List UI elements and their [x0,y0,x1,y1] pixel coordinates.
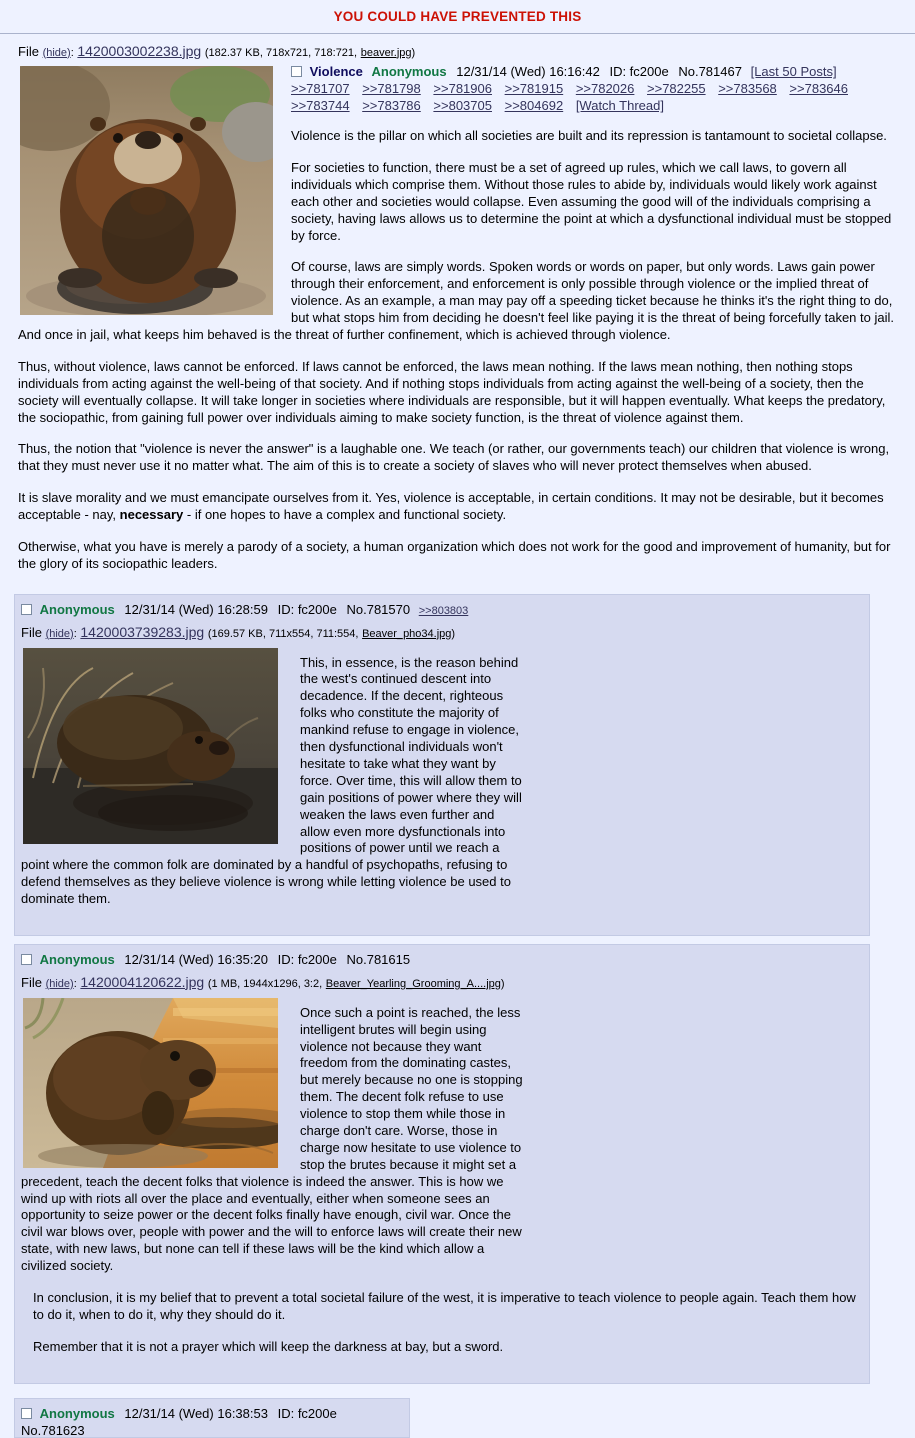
reply-filename-link[interactable]: 1420004120622.jpg [80,973,205,990]
op-paragraph: It is slave morality and we must emancipate ourselves from it. Yes, violence is acceptable, in certain conditions. It may not be desirable, but it becomes acceptable - nay, necessary - if one hopes to have a complex and functional society. [18,490,884,523]
bold-word: necessary [119,507,184,523]
backlink[interactable]: >>781906 [433,81,492,97]
reply-poster-id: ID: fc200e [277,601,337,617]
reply-post-header [21,1406,397,1438]
op-subject: Violence [309,64,363,80]
backlink[interactable]: >>782255 [647,81,706,97]
reply-post-header [21,602,857,619]
backlink[interactable]: >>781707 [291,81,350,97]
reply-datetime: 12/31/14 (Wed) 16:35:20 [124,951,268,967]
reply-poster-id: ID: fc200e [277,1405,337,1421]
op-checkbox[interactable] [291,66,302,77]
reply-origname-link[interactable]: Beaver_pho34.jpg [362,627,452,640]
op-paragraph: Thus, the notion that "violence is never the answer" is a laughable one. We teach (or rather, our governments teach) our children that violence is wrong, that they must never use it no matter what. The aim of this is to create a society of slaves who will never protect themselves when abused. [18,441,890,474]
title-divider [0,33,915,34]
reply-file-line: File (hide): 1420004120622.jpg (1 MB, 1944x1296, 3:2, Beaver_Yearling_Grooming_A....jpg) [21,973,505,990]
reply-checkbox[interactable] [21,954,32,965]
op-file-meta: (182.37 KB, 718x721, 718:721, [204,46,358,59]
op-file-line: File (hide): 1420003002238.jpg (182.37 KB, 718x721, 718:721, beaver.jpg) [18,42,416,59]
backlink[interactable]: >>803803 [418,604,469,617]
reply-paragraph: This, in essence, is the reason behind the west's continued descent into decadence. If the decent, righteous folks who constitute the majority of mankind refuse to engage in violence, then dysfunctional individuals won't hesitate to take what they want by force. Over time, this will allow them to gain positions of power where they will weaken the laws even further and allow even more dysfunctionals into positions of power until we reach a point where the common folk are dominated by a handful of psychopaths, refusing to defend themselves as they believe violence is wrong while letting violence be used to dominate them. [21,654,522,907]
reply-origname-link[interactable]: Beaver_Yearling_Grooming_A....jpg [325,977,501,990]
backlink[interactable]: >>781915 [504,81,564,97]
backlink[interactable]: >>804692 [504,98,564,114]
file-label: File [18,43,39,59]
reply-poster-name: Anonymous [39,951,115,967]
backlink[interactable]: >>803705 [433,98,492,114]
op-paragraph: For societies to function, there must be a set of agreed up rules, which we call laws, to govern all individuals which comprise them. Without those rules to abide by, individuals would likely work against each other and societies would collapse. Even assuming the good will of the individuals comprising a society, having laws allows us to determine the point at which a dysfunctional individual must be stopped by force. [291,160,892,243]
reply-post [14,594,870,936]
hide-file-link[interactable]: (hide) [42,46,71,59]
backlink[interactable]: >>781798 [362,81,421,97]
reply-filename-link[interactable]: 1420003739283.jpg [80,623,205,640]
backlink[interactable]: >>783646 [789,81,848,97]
file-label: File [21,624,42,640]
backlink[interactable]: >>783744 [291,98,350,114]
reply-poster-name: Anonymous [39,1405,115,1421]
reply-poster-id: ID: fc200e [277,951,337,967]
reply-thumbnail beaver-photo[interactable] [23,648,278,844]
op-thumbnail beaver-photo[interactable] [20,66,273,315]
reply-post-number[interactable]: No.781623 [21,1422,85,1438]
hide-file-link[interactable]: (hide) [45,977,74,990]
board-subtitle: YOU COULD HAVE PREVENTED THIS [333,9,582,24]
op-post [0,42,915,588]
reply-paragraph: Once such a point is reached, the less intelligent brutes will begin using violence not because they want freedom from the dominating castes, but merely because no one is stopping them. The decent folk refuse to use violence to stop them while those in charge don't care. Worse, those in charge now hesitate to use violence to stop the brutes because it might set a precedent, teach the decent folks that violence is indeed the answer. This is how we wind up with riots all over the place and eventually, either when someone sees an opportunity to seize power or the decent folks finally have enough, civil war. Once the civil war blows over, people with power and the will to enforce laws will create their new state, with new laws, but none can tell if these laws will be the kind which allow a civilized society. [21,1004,523,1274]
op-datetime: 12/31/14 (Wed) 16:16:42 [456,64,600,80]
reply-paragraph: In conclusion, it is my belief that to prevent a total societal failure of the west, it is imperative to teach violence to people again. Teach them how to do it, when to do it, why they should do it. [33,1289,856,1322]
reply-post-number[interactable]: No.781570 [346,601,411,617]
op-post-number[interactable]: No.781467 [678,64,742,80]
reply-file-meta: (169.57 KB, 711x554, 711:554, [207,627,359,640]
hide-file-link[interactable]: (hide) [45,627,74,640]
op-paragraph: Otherwise, what you have is merely a parody of a society, a human organization which does not work for the good and improvement of humanity, but for the glory of its sociopathic leaders. [18,539,891,571]
op-paragraph: Of course, laws are simply words. Spoken words or words on paper, but only words. Laws gain power through their enforcement, and enforcement is only possible through violence or the implied threat of violence. As an example, a man may pay off a speeding ticket because he thinks it's the right thing to do, but what stops him from deciding he doesn't feel like paying it is the threat of being forcefully taken to jail. And once in jail, what keeps him behaved is the threat of further confinement, which is achieved through violence. [18,259,894,343]
reply-datetime: 12/31/14 (Wed) 16:28:59 [124,601,268,617]
reply-checkbox[interactable] [21,604,32,615]
op-origname-link[interactable]: beaver.jpg [360,46,412,59]
file-label: File [21,974,42,990]
reply-post-partial [14,1398,410,1438]
reply-post-number[interactable]: No.781615 [346,951,411,967]
reply-datetime: 12/31/14 (Wed) 16:38:53 [124,1405,268,1421]
reply-post-header [21,952,857,969]
op-paragraph: Violence is the pillar on which all societies are built and its repression is tantamount to societal collapse. [291,128,887,144]
reply-file-meta: (1 MB, 1944x1296, 3:2, [207,977,323,990]
reply-thumbnail beaver-photo[interactable] [23,998,278,1168]
op-poster-name: Anonymous [371,64,447,80]
backlink[interactable]: >>783786 [362,98,421,114]
op-poster-id: ID: fc200e [609,64,669,80]
op-paragraph: Thus, without violence, laws cannot be enforced. If laws cannot be enforced, the laws mean nothing. If the laws mean nothing, then nothing stops individuals from acting against the well-being of that society. And if nothing stops individuals from acting against the well-being of a society, then the society will eventually collapse. It will take longer in societies where individuals are responsible, but it will happen eventually. What keeps the predatory, the sociopathic, from gaining full power over individuals aiming to make society function, is the threat of violence against them. [18,358,886,425]
watch-thread-link[interactable]: [Watch Thread] [575,98,664,114]
backlink[interactable]: >>783568 [718,81,777,97]
op-filename-link[interactable]: 1420003002238.jpg [77,42,202,59]
backlink[interactable]: >>782026 [575,81,635,97]
reply-file-line: File (hide): 1420003739283.jpg (169.57 KB, 711x554, 711:554, Beaver_pho34.jpg) [21,623,456,640]
reply-poster-name: Anonymous [39,601,115,617]
reply-post [14,944,870,1384]
reply-paragraph: Remember that it is not a prayer which will keep the darkness at bay, but a sword. [33,1338,504,1354]
last-50-posts-link[interactable]: [Last 50 Posts] [750,64,837,80]
reply-checkbox[interactable] [21,1408,32,1419]
